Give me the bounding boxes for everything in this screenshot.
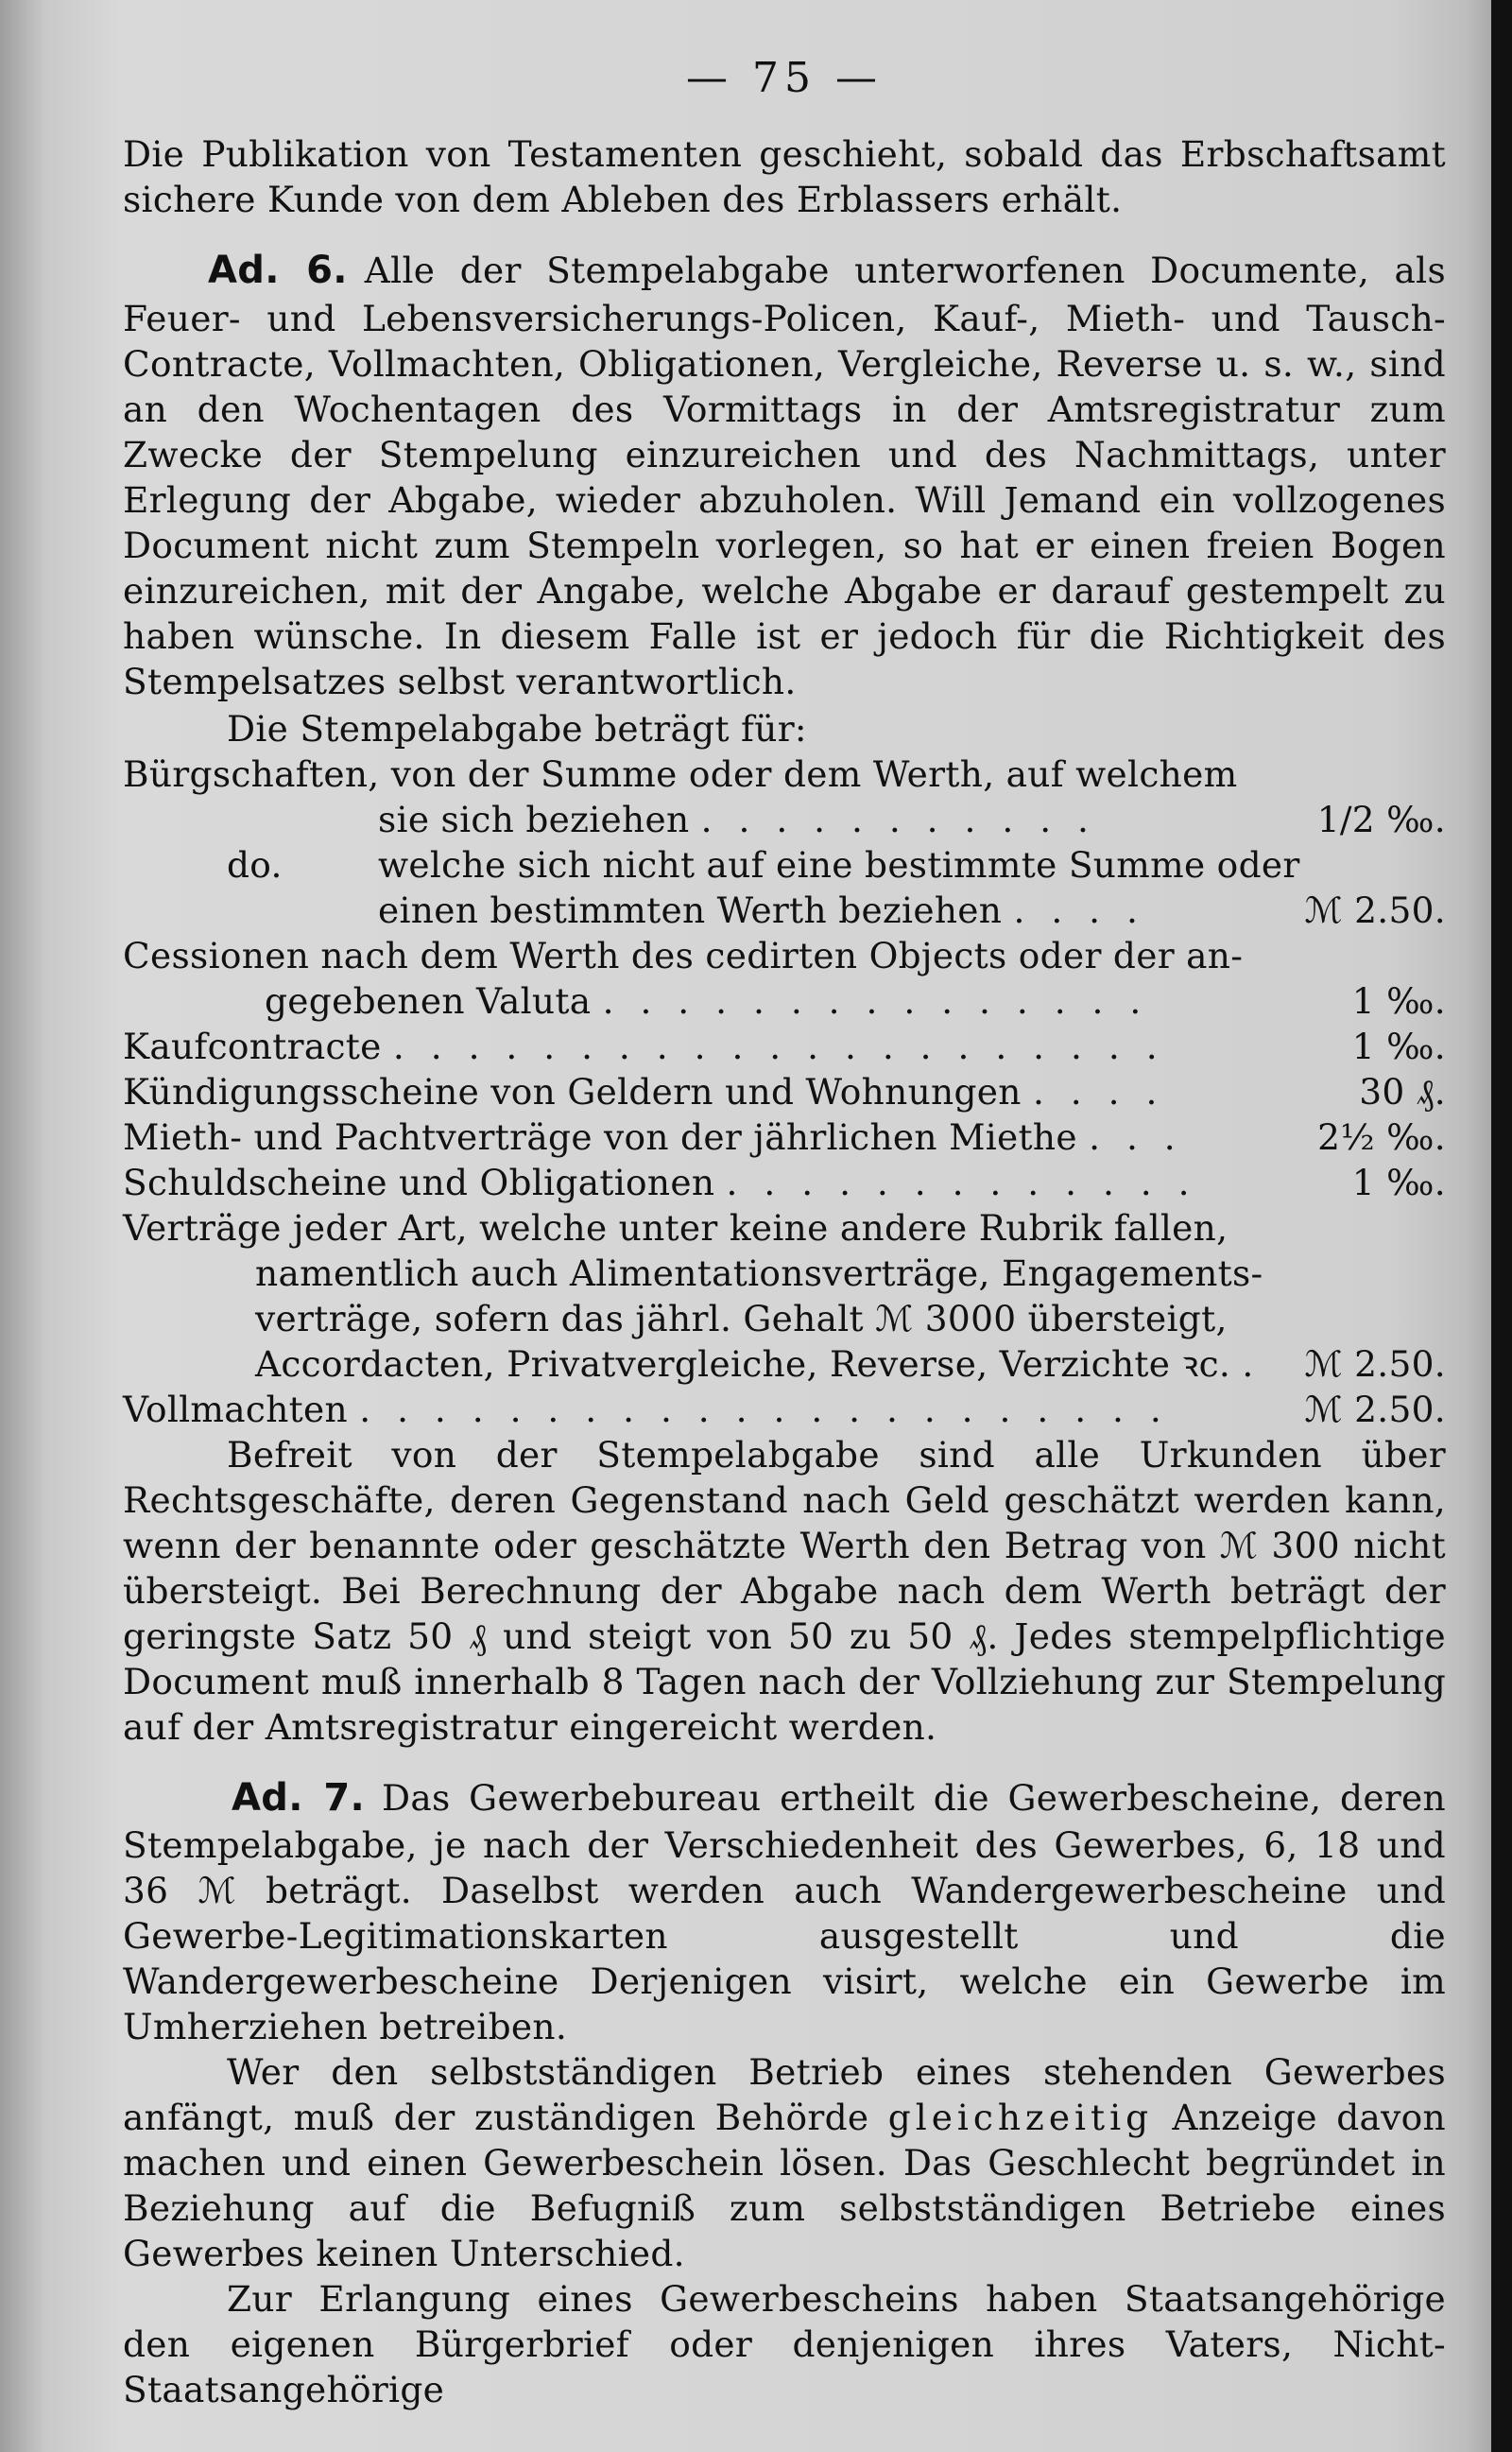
exemption-paragraph: Befreit von der Stempelabgabe sind alle Urkunden über Rechtsgeschäfte, deren Gegenstand nach Geld geschätzt werden kann, wenn der benannte oder geschätzte Werth den Betrag von ℳ 300 nicht übersteigt. Bei Berechnung der Abgabe nach dem Werth beträgt der geringste Satz 50 ₰ und steigt von 50 zu 50 ₰. Jedes stempelpflichtige Document muß innerhalb 8 Tagen nach der Vollziehung zur Stempelung auf der Amtsregistratur eingereicht werden.	[123, 1433, 1446, 1748]
rate-value: ℳ 2.50.	[1304, 1342, 1446, 1385]
rate-label: Cessionen nach dem Werth des cedirten Objects oder der an-	[123, 934, 1244, 976]
rate-label: Kündigungsscheine von Geldern und Wohnungen	[123, 1070, 1022, 1113]
rate-label: welche sich nicht auf eine bestimmte Summe oder	[378, 843, 1300, 886]
rate-row	[123, 797, 1446, 842]
emphasized-word: gleichzeitig	[887, 2096, 1154, 2138]
leader-dots: . . . . . . . . . . .	[700, 798, 1096, 840]
leader-dots: . . . .	[1032, 1070, 1165, 1113]
leader-dots: . . . . . . . . . . . . . . .	[602, 979, 1149, 1022]
rate-value: 30 ₰.	[1359, 1070, 1446, 1113]
rate-row	[123, 1160, 1446, 1205]
rate-row	[123, 1251, 1446, 1296]
rate-value: ℳ 2.50.	[1304, 1388, 1446, 1430]
rate-label: Bürgschaften, von der Summe oder dem Werth, auf welchem	[123, 752, 1238, 795]
rate-label: Mieth- und Pachtverträge von der jährlichen Miethe	[123, 1115, 1077, 1158]
rate-value: 1 ‰.	[1351, 1161, 1446, 1203]
rate-row	[123, 888, 1446, 933]
rate-value: ℳ 2.50.	[1304, 889, 1446, 931]
rate-value: 1/2 ‰.	[1316, 798, 1446, 840]
rate-row	[123, 1024, 1446, 1069]
ad6-label: Ad. 6.	[208, 249, 348, 293]
ad7-text-2a: Wer den selbstständigen Betrieb eines stehenden Gewerbes anfängt, muß der zuständigen Behörde	[123, 2050, 1446, 2138]
page-edge-shadow	[1491, 0, 1512, 2452]
rates-intro: Die Stempelabgabe beträgt für:	[227, 707, 807, 750]
rate-row	[123, 1114, 1446, 1160]
rate-row	[123, 751, 1446, 797]
ad7-paragraph-2	[123, 2049, 1446, 2276]
leader-dots: . . .	[1089, 1115, 1183, 1158]
ad7-label: Ad. 7.	[232, 1775, 365, 1820]
rate-label-cont: sie sich beziehen	[378, 798, 690, 840]
leader-dots: . . . .	[1013, 889, 1145, 931]
rate-label-cont: gegebenen Valuta	[265, 979, 592, 1022]
rate-label-cont: namentlich auch Alimentationsverträge, Engagements-	[255, 1252, 1263, 1294]
rate-row	[123, 1341, 1446, 1387]
rate-label-cont: einen bestimmten Werth beziehen	[378, 889, 1003, 931]
ad7-paragraph	[123, 1774, 1446, 2049]
ad6-text: Alle der Stempelabgabe unterworfenen Documente, als Feuer- und Lebensversicherungs-Policen, Kauf-, Mieth- und Tausch-Contracte, Vollmachten, Obligationen, Vergleiche, Reverse u. s. w., sind an den Wochentagen des Vormittags in der Amtsregistratur zum Zwecke der Stempelung einzureichen und des Nachmittags, unter Erlegung der Abgabe, wieder abzuholen. Will Jemand ein vollzogenes Document nicht zum Stempeln vorlegen, so hat er einen freien Bogen einzureichen, mit der Angabe, welche Abgabe er darauf gestempelt zu haben wünsche. In diesem Falle ist er jedoch für die Richtigkeit des Stempelsatzes selbst verantwortlich.	[123, 250, 1446, 702]
leader-dots: . . . . . . . . . . . . . . . . . . . . .	[392, 1025, 1165, 1067]
rate-label: Vollmachten	[123, 1388, 348, 1430]
stamp-rate-table	[123, 751, 1446, 1432]
rate-label-cont: verträge, sofern das jährl. Gehalt ℳ 3000 übersteigt,	[255, 1297, 1228, 1339]
rate-row	[123, 1296, 1446, 1341]
intro-paragraph: Die Publikation von Testamenten geschieht, sobald das Erbschaftsamt sichere Kunde von dem Ableben des Erblassers erhält.	[123, 133, 1446, 221]
ad6-paragraph	[123, 247, 1446, 703]
rate-row	[123, 842, 1446, 888]
rate-row	[123, 933, 1446, 978]
rate-label-cont: Accordacten, Privatvergleiche, Reverse, Verzichte ꝛc.	[255, 1342, 1231, 1385]
rate-value: 1 ‰.	[1351, 979, 1446, 1022]
ad7-text: Das Gewerbebureau ertheilt die Gewerbescheine, deren Stempelabgabe, je nach der Verschiedenheit des Gewerbes, 6, 18 und 36 ℳ beträgt. Daselbst werden auch Wandergewerbescheine und Gewerbe-Legitimationskarten ausgestellt und die Wandergewerbescheine Derjenigen visirt, welche ein Gewerbe im Umherziehen betreiben.	[123, 1776, 1446, 2047]
ad7-paragraph-3: Zur Erlangung eines Gewerbescheins haben Staatsangehörige den eigenen Bürgerbrief oder denjenigen ihres Vaters, Nicht-Staatsangehörige	[123, 2277, 1446, 2410]
rate-value: 2½ ‰.	[1317, 1115, 1446, 1158]
leader-dots: .	[1242, 1342, 1262, 1385]
rate-value: 1 ‰.	[1351, 1025, 1446, 1067]
leader-dots: . . . . . . . . . . . . .	[726, 1161, 1197, 1203]
rate-label: Kaufcontracte	[123, 1025, 382, 1067]
document-page	[123, 52, 1446, 2412]
rate-label: Verträge jeder Art, welche unter keine andere Rubrik fallen,	[123, 1206, 1228, 1249]
rate-row	[123, 1387, 1446, 1432]
rate-row	[123, 1205, 1446, 1251]
rate-label: Schuldscheine und Obligationen	[123, 1161, 715, 1203]
rate-row	[123, 978, 1446, 1024]
leader-dots: . . . . . . . . . . . . . . . . . . . . . .	[359, 1388, 1169, 1430]
ad7-text-2b: Anzeige davon machen und einen Gewerbeschein lösen. Das Geschlecht begründet in Beziehung auf die Befugniß zum selbstständigen Betriebe eines Gewerbes keinen Unterschied.	[123, 2096, 1446, 2274]
page-number: — 75 —	[686, 54, 883, 102]
rate-row	[123, 1069, 1446, 1114]
ditto-mark: do.	[227, 843, 283, 886]
